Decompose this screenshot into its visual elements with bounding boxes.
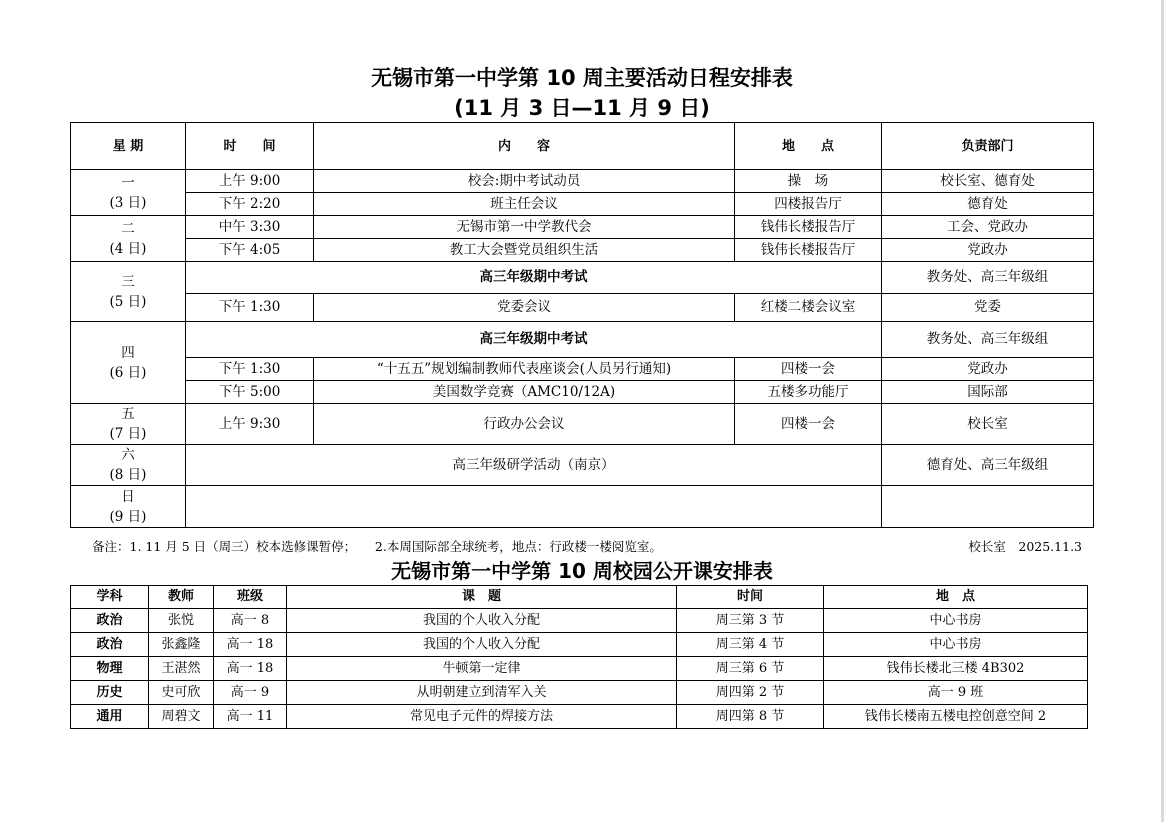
content-cell-merged: 高三年级期中考试 [186,262,882,294]
table-row [71,657,1088,681]
content-cell: 美国数学竞赛（AMC10/12A) [314,381,735,404]
teacher-cell: 张悦 [149,609,214,633]
day-cell-thursday [71,322,186,404]
department-cell: 教务处、高三年级组 [882,322,1094,358]
day-cell-friday [71,404,186,445]
time-cell: 下午 5:00 [186,381,314,404]
time-cell: 下午 2:20 [186,193,314,216]
schedule-header-row [71,123,1094,170]
footnote-signature: 校长室 2025.11.3 [968,539,1082,554]
location-cell: 钱伟长楼南五楼电控创意空间 2 [824,705,1088,729]
table-row [71,193,1094,216]
day-label: 三 [121,273,135,290]
day-date: (9 日) [109,508,147,525]
header-topic: 课 题 [287,586,677,609]
day-label: 四 [121,344,135,361]
header-department: 负责部门 [882,123,1094,170]
teacher-cell: 周碧文 [149,705,214,729]
subject-cell: 政治 [71,633,149,657]
time-cell: 周三第 4 节 [677,633,824,657]
content-cell: “十五五”规划编制教师代表座谈会(人员另行通知) [314,358,735,381]
header-time: 时 间 [186,123,314,170]
department-cell: 党政办 [882,239,1094,262]
day-date: (6 日) [109,364,147,381]
header-time: 时间 [677,586,824,609]
day-label: 五 [121,406,135,422]
table-row [71,294,1094,322]
time-cell: 下午 1:30 [186,358,314,381]
content-cell-merged: 高三年级期中考试 [186,322,882,358]
time-cell: 周三第 6 节 [677,657,824,681]
topic-cell: 牛顿第一定律 [287,657,677,681]
place-cell: 钱伟长楼报告厅 [735,216,882,239]
day-cell-wednesday [71,262,186,322]
time-cell: 下午 1:30 [186,294,314,322]
schedule-table [70,122,1094,528]
class-cell: 高一 18 [214,657,287,681]
location-cell: 钱伟长楼北三楼 4B302 [824,657,1088,681]
place-cell: 红楼二楼会议室 [735,294,882,322]
day-label: 二 [121,220,135,237]
table-row [71,705,1088,729]
table-row [71,633,1088,657]
content-cell-merged: 高三年级研学活动（南京） [186,445,882,486]
table-row [71,681,1088,705]
time-cell: 上午 9:00 [186,170,314,193]
subject-cell: 通用 [71,705,149,729]
day-cell-monday [71,170,186,216]
time-cell: 周四第 8 节 [677,705,824,729]
header-class: 班级 [214,586,287,609]
subject-cell: 政治 [71,609,149,633]
content-cell: 党委会议 [314,294,735,322]
day-label: 日 [121,488,135,505]
table-row [71,486,1094,528]
header-weekday: 星 期 [71,123,186,170]
content-cell-merged [186,486,882,528]
open-class-header-row [71,586,1088,609]
time-cell: 周四第 2 节 [677,681,824,705]
department-cell: 工会、党政办 [882,216,1094,239]
time-cell: 上午 9:30 [186,404,314,445]
department-cell: 校长室 [882,404,1094,445]
content-cell: 无锡市第一中学教代会 [314,216,735,239]
table-row [71,216,1094,239]
class-cell: 高一 9 [214,681,287,705]
time-cell: 中午 3:30 [186,216,314,239]
topic-cell: 常见电子元件的焊接方法 [287,705,677,729]
class-cell: 高一 18 [214,633,287,657]
table-row [71,262,1094,294]
department-cell: 教务处、高三年级组 [882,262,1094,294]
header-location: 地 点 [824,586,1088,609]
header-place: 地 点 [735,123,882,170]
day-date: (7 日) [109,426,147,442]
content-cell: 行政办公会议 [314,404,735,445]
day-date: (5 日) [109,293,147,310]
day-cell-tuesday [71,216,186,262]
time-cell: 下午 4:05 [186,239,314,262]
department-cell: 德育处 [882,193,1094,216]
department-cell: 德育处、高三年级组 [882,445,1094,486]
date-range-subtitle: (11 月 3 日—11 月 9 日) [454,96,710,120]
time-cell: 周三第 3 节 [677,609,824,633]
day-date: (8 日) [109,467,147,483]
table-row [71,358,1094,381]
place-cell: 钱伟长楼报告厅 [735,239,882,262]
location-cell: 中心书房 [824,609,1088,633]
location-cell: 中心书房 [824,633,1088,657]
table-row [71,404,1094,445]
day-label: 一 [121,174,135,191]
place-cell: 四楼报告厅 [735,193,882,216]
subject-cell: 物理 [71,657,149,681]
header-content: 内 容 [314,123,735,170]
department-cell: 校长室、德育处 [882,170,1094,193]
place-cell: 四楼一会 [735,404,882,445]
teacher-cell: 王湛然 [149,657,214,681]
table-row [71,322,1094,358]
department-cell [882,486,1094,528]
header-subject: 学科 [71,586,149,609]
open-class-table [70,585,1088,729]
day-date: (3 日) [109,194,147,211]
day-cell-saturday [71,445,186,486]
place-cell: 操 场 [735,170,882,193]
class-cell: 高一 11 [214,705,287,729]
class-cell: 高一 8 [214,609,287,633]
day-label: 六 [121,447,135,463]
content-cell: 班主任会议 [314,193,735,216]
open-class-title: 无锡市第一中学第 10 周校园公开课安排表 [391,559,773,583]
content-cell: 教工大会暨党员组织生活 [314,239,735,262]
topic-cell: 我国的个人收入分配 [287,633,677,657]
place-cell: 四楼一会 [735,358,882,381]
location-cell: 高一 9 班 [824,681,1088,705]
table-row [71,170,1094,193]
department-cell: 国际部 [882,381,1094,404]
department-cell: 党政办 [882,358,1094,381]
teacher-cell: 张鑫隆 [149,633,214,657]
topic-cell: 从明朝建立到清军入关 [287,681,677,705]
table-row [71,381,1094,404]
table-row [71,239,1094,262]
place-cell: 五楼多功能厅 [735,381,882,404]
subject-cell: 历史 [71,681,149,705]
day-cell-sunday [71,486,186,528]
header-teacher: 教师 [149,586,214,609]
footnote [92,538,1082,556]
teacher-cell: 史可欣 [149,681,214,705]
footnote-text: 备注：1. 11 月 5 日（周三）校本选修课暂停； 2.本周国际部全球统考，地点：行政楼一楼阅览室。 [92,539,662,554]
content-cell: 校会:期中考试动员 [314,170,735,193]
table-row [71,445,1094,486]
table-row [71,609,1088,633]
department-cell: 党委 [882,294,1094,322]
page-title: 无锡市第一中学第 10 周主要活动日程安排表 [371,66,793,90]
day-date: (4 日) [109,240,147,257]
topic-cell: 我国的个人收入分配 [287,609,677,633]
